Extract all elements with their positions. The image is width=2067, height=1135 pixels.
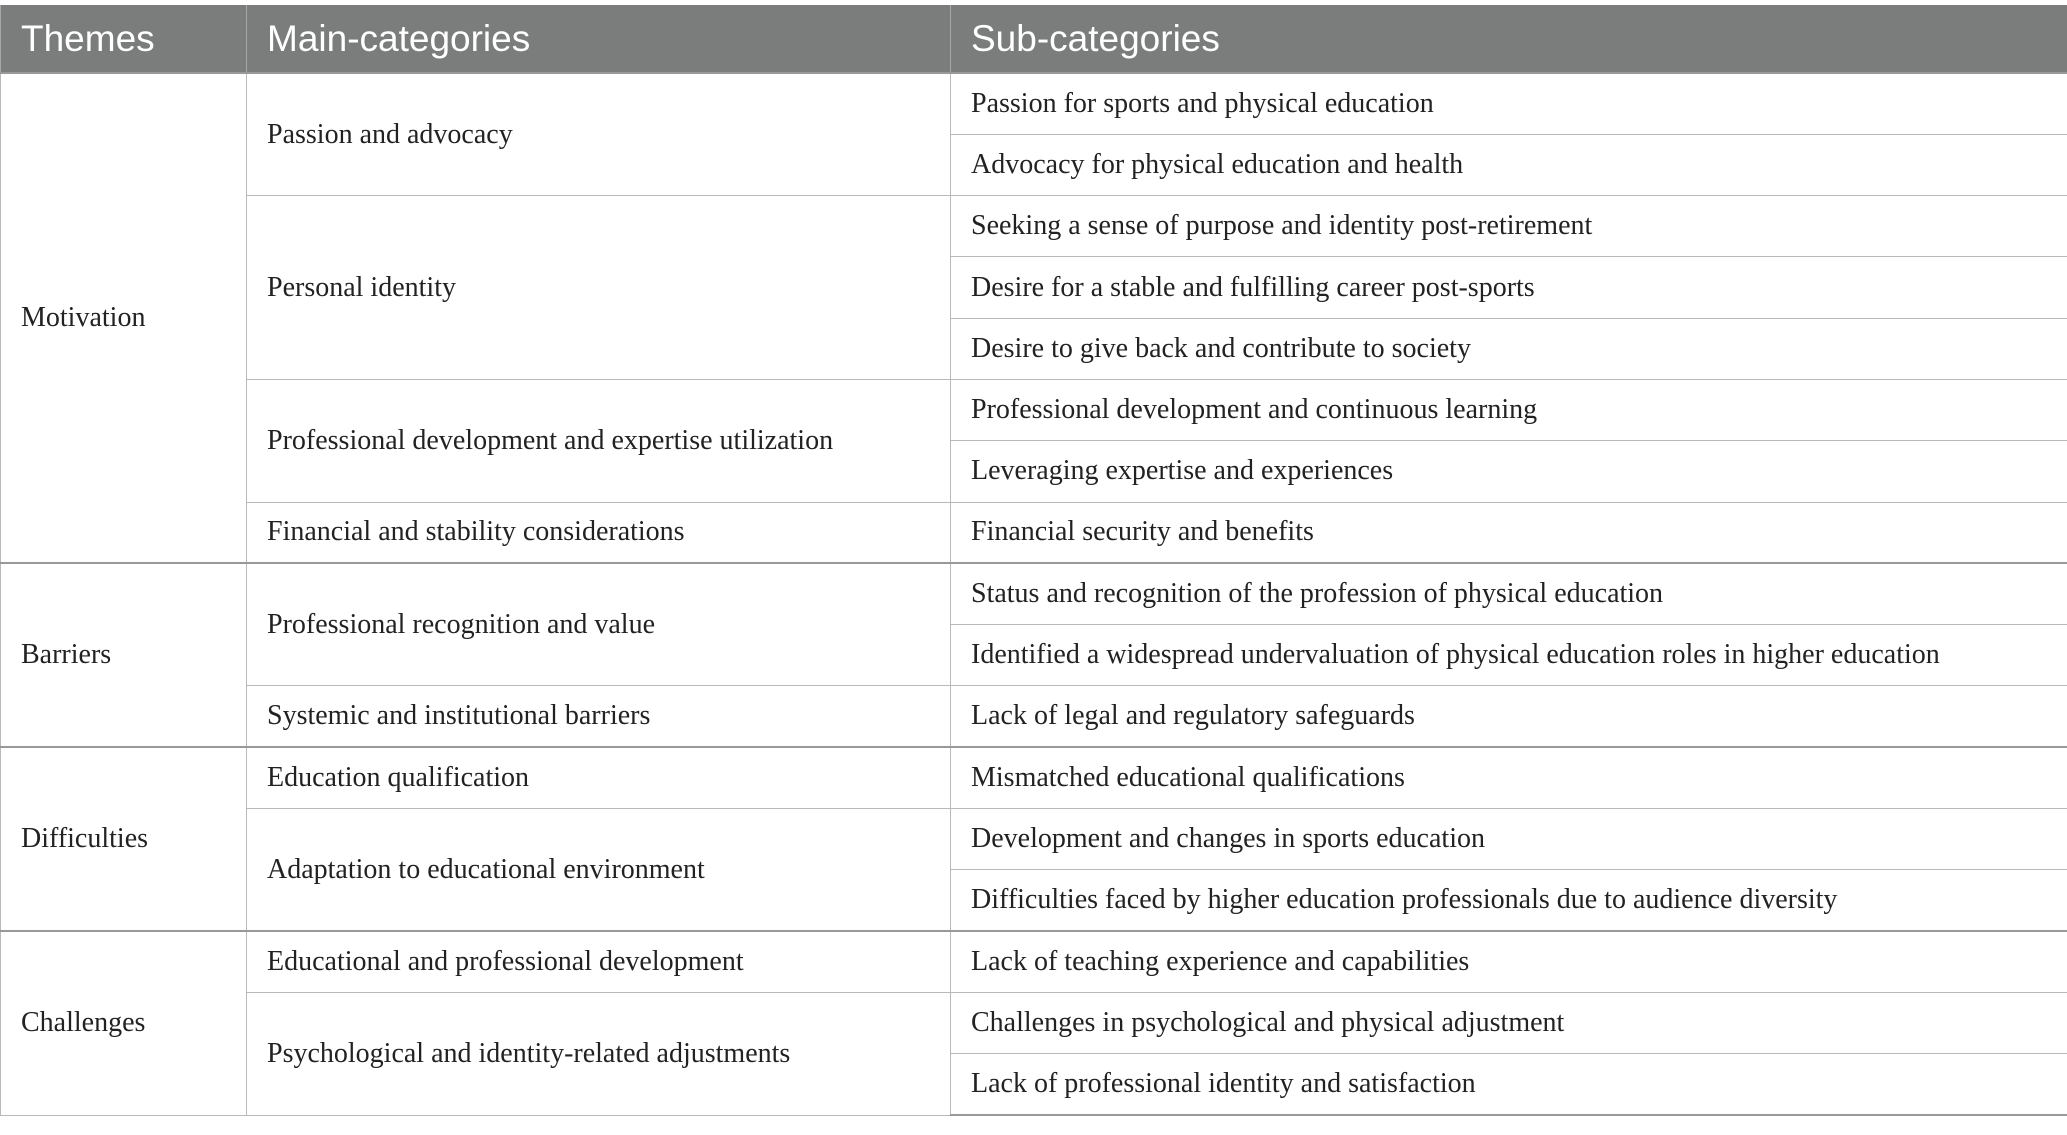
categories-table	[0, 5, 2067, 1116]
main-category-cell: Financial and stability considerations	[247, 502, 951, 563]
main-category-cell: Personal identity	[247, 196, 951, 380]
table-row	[1, 379, 2067, 440]
main-category-cell: Educational and professional development	[247, 931, 951, 992]
sub-category-cell: Desire to give back and contribute to society	[951, 318, 2067, 379]
table-row	[1, 502, 2067, 563]
sub-category-cell: Development and changes in sports education	[951, 809, 2067, 870]
sub-category-cell: Identified a widespread undervaluation of physical education roles in higher education	[951, 625, 2067, 686]
header-sub-categories: Sub-categories	[951, 5, 2067, 73]
sub-category-cell: Financial security and benefits	[951, 502, 2067, 563]
main-category-cell: Psychological and identity-related adjustments	[247, 992, 951, 1115]
table-row	[1, 73, 2067, 134]
table-row	[1, 809, 2067, 870]
table-row	[1, 992, 2067, 1053]
sub-category-cell: Passion for sports and physical education	[951, 73, 2067, 134]
sub-category-cell: Mismatched educational qualifications	[951, 747, 2067, 808]
main-category-cell: Systemic and institutional barriers	[247, 686, 951, 747]
sub-category-cell: Lack of teaching experience and capabilities	[951, 931, 2067, 992]
table-header	[1, 5, 2067, 73]
main-category-cell: Professional recognition and value	[247, 563, 951, 686]
main-category-cell: Adaptation to educational environment	[247, 809, 951, 932]
main-category-cell: Professional development and expertise utilization	[247, 379, 951, 502]
table-row	[1, 196, 2067, 257]
theme-cell: Motivation	[1, 73, 247, 563]
table-row	[1, 747, 2067, 808]
theme-cell: Difficulties	[1, 747, 247, 931]
sub-category-cell: Lack of legal and regulatory safeguards	[951, 686, 2067, 747]
main-category-cell: Passion and advocacy	[247, 73, 951, 196]
header-main-categories: Main-categories	[247, 5, 951, 73]
categories-table-container	[0, 5, 2067, 1116]
sub-category-cell: Advocacy for physical education and health	[951, 134, 2067, 195]
sub-category-cell: Status and recognition of the profession of physical education	[951, 563, 2067, 624]
sub-category-cell: Seeking a sense of purpose and identity post-retirement	[951, 196, 2067, 257]
sub-category-cell: Lack of professional identity and satisfaction	[951, 1054, 2067, 1115]
header-themes: Themes	[1, 5, 247, 73]
main-category-cell: Education qualification	[247, 747, 951, 808]
table-body	[1, 73, 2067, 1115]
sub-category-cell: Leveraging expertise and experiences	[951, 441, 2067, 502]
sub-category-cell: Desire for a stable and fulfilling career post-sports	[951, 257, 2067, 318]
sub-category-cell: Professional development and continuous learning	[951, 379, 2067, 440]
theme-cell: Challenges	[1, 931, 247, 1115]
sub-category-cell: Difficulties faced by higher education professionals due to audience diversity	[951, 870, 2067, 931]
table-row	[1, 931, 2067, 992]
table-row	[1, 686, 2067, 747]
theme-cell: Barriers	[1, 563, 247, 747]
sub-category-cell: Challenges in psychological and physical adjustment	[951, 992, 2067, 1053]
header-row	[1, 5, 2067, 73]
table-row	[1, 563, 2067, 624]
